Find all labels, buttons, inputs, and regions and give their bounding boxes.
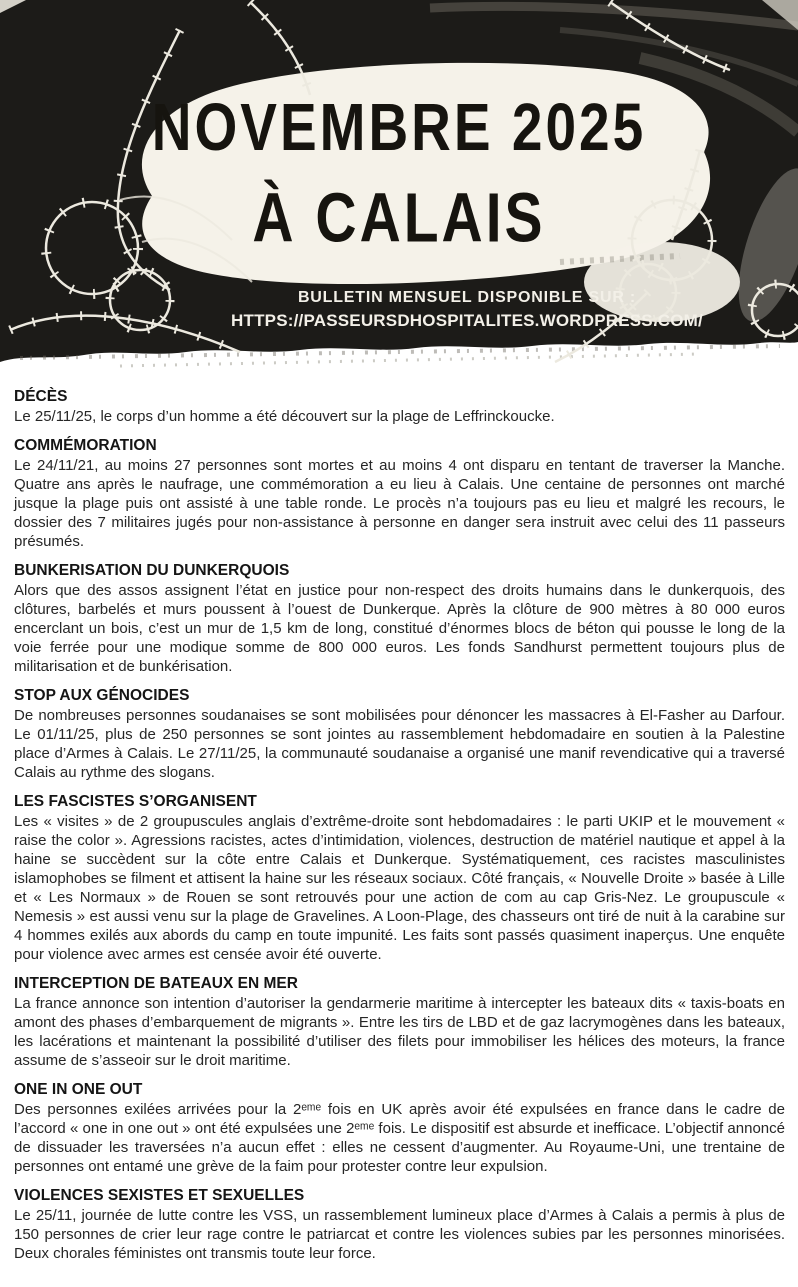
section-commemoration <box>14 437 785 551</box>
bulletin-content <box>0 380 798 1287</box>
section-heading: INTERCEPTION DE BATEAUX EN MER <box>14 975 298 992</box>
section-violences-sexistes <box>14 1187 785 1263</box>
section-heading: ONE IN ONE OUT <box>14 1081 143 1098</box>
section-paragraph: De nombreuses personnes soudanaises se sont mobilisées pour dénoncer les massacres à El-Fasher au Darfour. Le 01/11/25, plus de 250 personnes se sont jointes au rassemblement hebdomadaire en soutien à la Palestine place d’Armes à Calais. Le 27/11/25, la communauté soudanaise a organisé une manif revendicative qui a traversé Calais au rythme des slogans. <box>14 707 785 781</box>
section-paragraph: Le 24/11/21, au moins 27 personnes sont mortes et au moins 4 ont disparu en tentant de traverser la Manche. Quatre ans après le naufrage, une commémoration a eu lieu à Calais. Une centaine de personnes ont marché jusque la plage puis ont assisté à une table ronde. Le procès n’a toujours pas eu lieu et malgré les recours, le dossier des 7 militaires jugés pour non-assistance à personne en danger sera instruit avec celui des 11 passeurs présumés. <box>14 457 785 550</box>
section-paragraph: Alors que des assos assignent l’état en justice pour non-respect des droits humains dans le dunkerquois, des clôtures, barbelés et murs poussent à l’ouest de Dunkerque. Après la clôture de 900 mètres à 80 000 euros encerclant un bois, c’est un mur de 1,5 km de long, constitué d’énormes blocs de béton qui pousse le long de la voie ferrée pour une modique somme de 800 000 euros. Les fonds Sandhurst permettent toujours plus de militarisation et de bunkérisation. <box>14 582 785 675</box>
page-title-place: À CALAIS <box>252 179 546 258</box>
section-paragraph: Des personnes exilées arrivées pour la 2ᵉᵐᵉ fois en UK après avoir été expulsées en france dans le cadre de l’accord « one in one out » ont été expulsées une 2ᵉᵐᵉ fois. Le dispositif est absurde et inefficace. L’objectif annoncé de dissuader les traversées n’a aucun effet : elles ne cessent d’augmenter. Au Royaume-Uni, une trentaine de personnes ont entamé une grève de la faim pour protester contre leur expulsion. <box>14 1101 785 1175</box>
header-banner <box>0 0 798 380</box>
section-stop-aux-genocides <box>14 687 785 782</box>
section-heading: BUNKERISATION DU DUNKERQUOIS <box>14 562 290 579</box>
page-title-month: NOVEMBRE 2025 <box>151 89 647 165</box>
section-fascistes <box>14 793 785 964</box>
section-heading: STOP AUX GÉNOCIDES <box>14 687 190 704</box>
section-deces <box>14 388 785 426</box>
subtitle-url-link[interactable]: HTTPS://PASSEURSDHOSPITALITES.WORDPRESS.COM/ <box>231 311 703 330</box>
section-paragraph: Le 25/11, journée de lutte contre les VSS, un rassemblement lumineux place d’Armes à Calais a permis à plus de 150 personnes de crier leur rage contre le patriarcat et contre les violences subies par les personnes minorisées. Deux chorales féministes ont transmis toute leur force. <box>14 1207 785 1262</box>
section-heading: LES FASCISTES S’ORGANISENT <box>14 793 257 810</box>
section-interception-bateaux <box>14 975 785 1070</box>
section-paragraph: La france annonce son intention d’autoriser la gendarmerie maritime à intercepter les bateaux dits « taxis-boats en amont des phases d’embarquement de migrants ». Entre les tirs de LBD et de gaz lacrymogènes dans les bateaux, les lacérations et maintenant la possibilité d’utiliser des filets pour immobiliser les hélices des moteurs, la france assume de s’asseoir sur le droit maritime. <box>14 995 785 1069</box>
section-heading: COMMÉMORATION <box>14 437 157 454</box>
section-paragraph: Le 25/11/25, le corps d’un homme a été découvert sur la plage de Leffrinckoucke. <box>14 408 555 425</box>
section-heading: VIOLENCES SEXISTES ET SEXUELLES <box>14 1187 305 1204</box>
section-paragraph: Les « visites » de 2 groupuscules anglais d’extrême-droite sont hebdomadaires : le parti UKIP et le mouvement « raise the color ». Agressions racistes, actes d’intimidation, violences, destruction de matériel nautique et appel à la haine se succèdent sur la côte entre Calais et Dunkerque. Systématiquement, ces racistes masculinistes islamophobes se filment et attisent la haine sur les réseaux sociaux. Côté français, « Nouvelle Droite » basée à Lille et « Les Normaux » de Rouen se sont retrouvés pour une action de com au cap Gris-Nez. Le groupuscule « Nemesis » est aussi venu sur la plage de Gravelines. A Loon-Plage, des chasseurs ont tiré de nuit à la carabine sur 4 hommes exilés aux abords du camp en toute impunité. Les faits sont passés quasiment inaperçus. Une enquête pour violence avec armes est censée avoir été ouverte. <box>14 813 785 963</box>
subtitle-block <box>136 289 798 331</box>
section-bunkerisation <box>14 562 785 676</box>
section-heading: DÉCÈS <box>14 388 68 405</box>
subtitle-label: BULLETIN MENSUEL DISPONIBLE SUR : <box>297 289 637 306</box>
section-one-in-one-out <box>14 1081 785 1176</box>
